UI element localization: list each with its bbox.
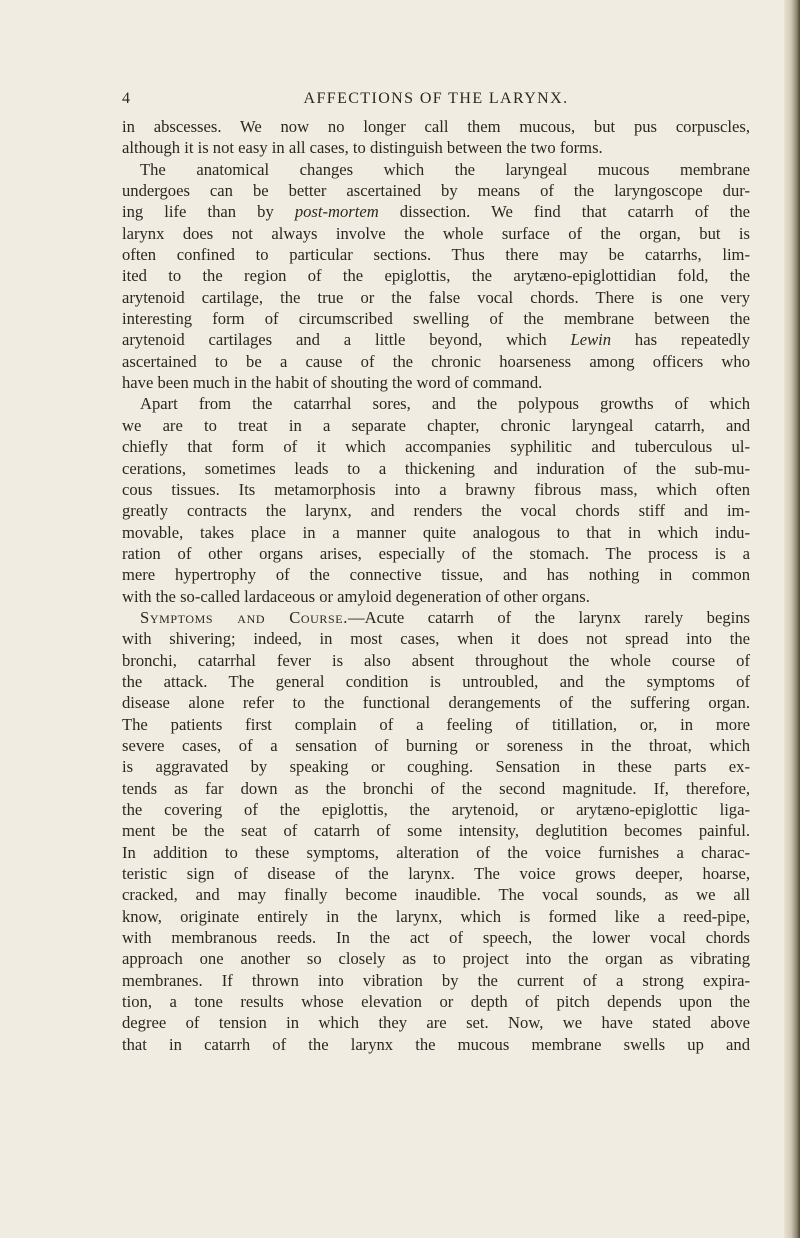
text-line [122, 735, 750, 756]
text-line [122, 522, 750, 543]
text-line [122, 159, 750, 180]
line-text: movable, takes place in a manner quite analogous to that in which indu- [122, 522, 750, 542]
line-text: The patients first complain of a feeling of titillation, or, in more [122, 714, 750, 734]
line-text: arytenoid cartilages and a little beyond, which [122, 330, 571, 350]
text-line [122, 436, 750, 457]
line-text: degree of tension in which they are set. Now, we have stated above [122, 1013, 750, 1033]
line-text: arytenoid cartilage, the true or the false vocal chords. There is one very [122, 287, 750, 307]
text-line [122, 458, 750, 479]
text-line [122, 863, 750, 884]
text-line [122, 116, 750, 137]
line-text: ited to the region of the epiglottis, the arytæno-epiglottidian fold, the [122, 266, 750, 286]
text-line [122, 820, 750, 841]
line-text: dissection. We find that catarrh of the [378, 202, 750, 222]
text-line [122, 778, 750, 799]
line-text: is aggravated by speaking or coughing. Sensation in these parts ex- [122, 757, 750, 777]
text-line [122, 372, 750, 393]
text-line [122, 543, 750, 564]
line-text: approach one another so closely as to project into the organ as vibrating [122, 949, 750, 969]
italic-text: Lewin [570, 330, 612, 350]
line-text: In addition to these symptoms, alteration of the voice furnishes a charac- [122, 842, 750, 862]
text-line [122, 351, 750, 372]
text-line [122, 1012, 750, 1033]
text-line [122, 180, 750, 201]
text-line [122, 607, 750, 628]
text-line [122, 308, 750, 329]
line-text: ration of other organs arises, especially of the stomach. The process is a [122, 543, 750, 563]
line-text: with shivering; indeed, in most cases, when it does not spread into the [122, 629, 750, 649]
line-text: ascertained to be a cause of the chronic hoarseness among officers who [122, 351, 750, 371]
line-text: know, originate entirely in the larynx, which is formed like a reed-pipe, [122, 906, 750, 926]
line-text: with membranous reeds. In the act of speech, the lower vocal chords [122, 928, 750, 948]
text-line [122, 884, 750, 905]
text-line [122, 265, 750, 286]
page-number: 4 [122, 90, 132, 107]
body-text [122, 116, 750, 1055]
line-text: ing life than by [122, 202, 295, 222]
line-text: cerations, sometimes leads to a thickening and induration of the sub-mu- [122, 458, 750, 478]
line-text: bronchi, catarrhal fever is also absent throughout the whole course of [122, 650, 750, 670]
line-text: with the so-called lardaceous or amyloid degeneration of other organs. [122, 586, 590, 606]
line-text: has repeatedly [611, 330, 750, 350]
running-head: AFFECTIONS OF THE LARYNX. [303, 90, 569, 107]
line-text: in abscesses. We now no longer call them mucous, but pus corpuscles, [122, 117, 750, 136]
text-line [122, 223, 750, 244]
line-text: —Acute catarrh of the larynx rarely begins [348, 607, 750, 627]
line-text: greatly contracts the larynx, and renders the vocal chords stiff and im- [122, 501, 750, 521]
line-text: the covering of the epiglottis, the arytenoid, or arytæno-epiglottic liga- [122, 800, 750, 819]
text-line [122, 692, 750, 713]
text-line [122, 842, 750, 863]
text-line [122, 650, 750, 671]
page-edge-shadow [784, 0, 800, 1238]
line-text: tion, a tone results whose elevation or depth of pitch depends upon the [122, 992, 750, 1012]
line-text: severe cases, of a sensation of burning or soreness in the throat, which [122, 735, 750, 755]
text-line [122, 137, 750, 158]
line-text: larynx does not always involve the whole surface of the organ, but is [122, 223, 750, 243]
text-line [122, 287, 750, 308]
text-line [122, 329, 750, 350]
line-text: have been much in the habit of shouting the word of command. [122, 373, 543, 393]
line-text: chiefly that form of it which accompanies syphilitic and tuberculous ul- [122, 437, 750, 457]
text-line [122, 586, 750, 607]
text-line [122, 927, 750, 948]
line-text: undergoes can be better ascertained by means of the laryngoscope dur- [122, 181, 750, 201]
line-text: disease alone refer to the functional derangements of the suffering organ. [122, 693, 750, 713]
page-header [122, 90, 750, 114]
text-line [122, 671, 750, 692]
line-text: teristic sign of disease of the larynx. The voice grows deeper, hoarse, [122, 864, 750, 884]
text-line [122, 415, 750, 436]
text-line [122, 500, 750, 521]
text-line [122, 628, 750, 649]
text-line [122, 756, 750, 777]
line-text: membranes. If thrown into vibration by the current of a strong expira- [122, 970, 750, 990]
line-text: mere hypertrophy of the connective tissue, and has nothing in common [122, 565, 750, 585]
line-text: we are to treat in a separate chapter, chronic laryngeal catarrh, and [122, 415, 750, 435]
text-line [122, 1034, 750, 1055]
line-text: the attack. The general condition is untroubled, and the symptoms of [122, 671, 750, 691]
text-line [122, 393, 750, 414]
line-text: cracked, and may finally become inaudible. The vocal sounds, as we all [122, 885, 750, 905]
text-line [122, 714, 750, 735]
line-text: Apart from the catarrhal sores, and the polypous growths of which [140, 394, 750, 414]
line-text: interesting form of circumscribed swelling of the membrane between the [122, 309, 750, 329]
line-text: cous tissues. Its metamorphosis into a brawny fibrous mass, which often [122, 479, 750, 499]
line-text: The anatomical changes which the laryngeal mucous membrane [140, 159, 750, 179]
line-text: tends as far down as the bronchi of the second magnitude. If, therefore, [122, 778, 750, 798]
text-line [122, 244, 750, 265]
text-line [122, 799, 750, 820]
text-line [122, 479, 750, 500]
small-caps-heading: Symptoms and Course. [140, 607, 348, 627]
line-text: often confined to particular sections. Thus there may be catarrhs, lim- [122, 245, 750, 265]
text-line [122, 948, 750, 969]
line-text: although it is not easy in all cases, to distinguish between the two forms. [122, 138, 603, 158]
line-text: ment be the seat of catarrh of some intensity, deglutition becomes painful. [122, 821, 750, 841]
text-line [122, 564, 750, 585]
text-line [122, 906, 750, 927]
line-text: that in catarrh of the larynx the mucous membrane swells up and [122, 1034, 750, 1054]
text-line [122, 991, 750, 1012]
italic-text: post-mortem [294, 202, 379, 222]
text-line [122, 201, 750, 222]
text-line [122, 970, 750, 991]
